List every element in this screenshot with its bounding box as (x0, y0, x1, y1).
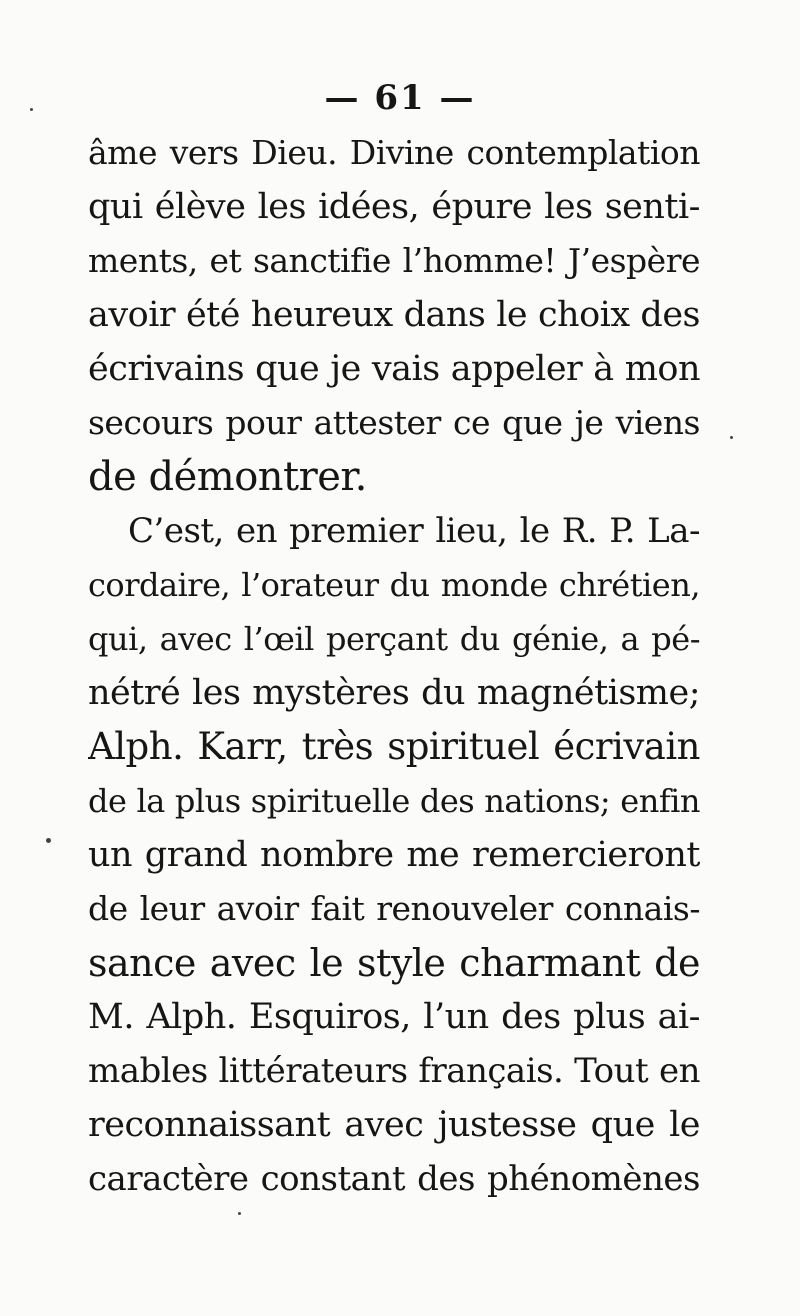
text-line: un grand nombre me remercieront (88, 835, 700, 875)
text-line: avoir été heureux dans le choix des (88, 295, 700, 335)
text-line: qui, avec l’œil perçant du génie, a pé- (88, 620, 700, 658)
text-line: sance avec le style charmant de (88, 941, 700, 985)
ink-speck (238, 1212, 241, 1215)
page-number: — 61 — (324, 78, 476, 118)
text-line: nétré les mystères du magnétisme; (88, 673, 700, 713)
text-line: mables littérateurs français. Tout en (88, 1051, 700, 1091)
text-line: caractère constant des phénomènes (88, 1159, 700, 1199)
text-line: de leur avoir fait renouveler connais- (88, 889, 700, 928)
text-line: Alph. Karr, très spirituel écrivain (88, 725, 700, 768)
text-line: secours pour attester ce que je viens (88, 403, 700, 442)
ink-speck (30, 108, 33, 111)
ink-speck (730, 436, 733, 439)
text-line: M. Alph. Esquiros, l’un des plus ai- (88, 997, 700, 1037)
text-line: qui élève les idées, épure les senti- (88, 187, 700, 227)
text-line: de démontrer. (88, 454, 367, 500)
ink-speck (46, 838, 51, 843)
text-line: âme vers Dieu. Divine contemplation (88, 133, 700, 172)
body-text (88, 126, 700, 1206)
text-line: ments, et sanctifie l’homme! J’espère (88, 241, 700, 280)
paragraph-start-line: C’est, en premier lieu, le R. P. La- (128, 511, 700, 551)
text-line: de la plus spirituelle des nations; enfin (88, 782, 700, 820)
text-line: cordaire, l’orateur du monde chrétien, (88, 566, 700, 604)
text-line: écrivains que je vais appeler à mon (88, 349, 700, 389)
text-line: reconnaissant avec justesse que le (88, 1105, 700, 1145)
